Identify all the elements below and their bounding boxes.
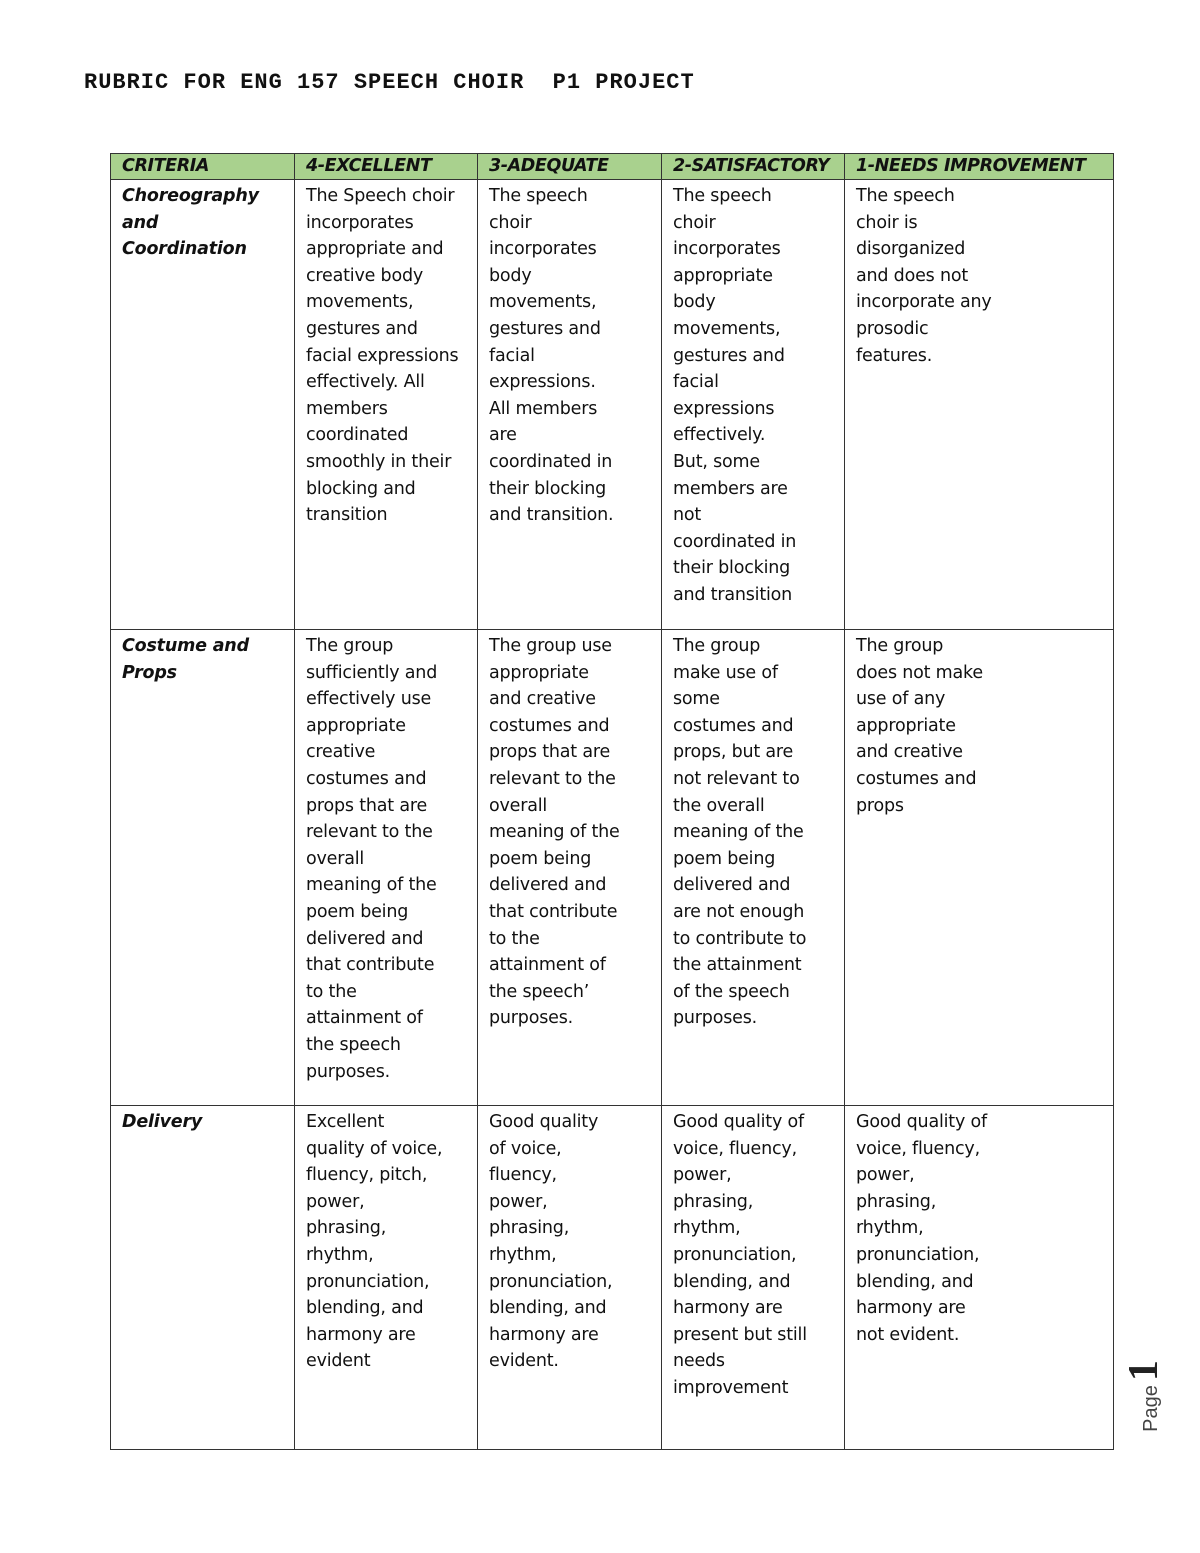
excellent-cell: The Speech choir incorporates appropriate and creative body movements, gestures and facial expressions effectively. All members coordinated smoothly in their blocking and transition: [295, 180, 478, 630]
column-header-excellent: 4-EXCELLENT: [295, 154, 478, 180]
criteria-cell: Delivery: [111, 1106, 295, 1450]
rubric-table: [110, 153, 1114, 1450]
table-row: [111, 630, 1114, 1106]
satisfactory-cell: The group make use of some costumes and props, but are not relevant to the overall meaning of the poem being delivered and are not enough to contribute to the attainment of the speech purposes.: [662, 630, 845, 1106]
column-header-needs-improvement: 1-NEEDS IMPROVEMENT: [845, 154, 1114, 180]
needs-improvement-cell: The speech choir is disorganized and does not incorporate any prosodic features.: [845, 180, 1114, 630]
table-header-row: [111, 154, 1114, 180]
adequate-cell: The group use appropriate and creative costumes and props that are relevant to the overall meaning of the poem being delivered and that contribute to the attainment of the speech’ purposes.: [478, 630, 662, 1106]
column-header-adequate: 3-ADEQUATE: [478, 154, 662, 180]
criteria-cell: Choreography and Coordination: [111, 180, 295, 630]
adequate-cell: Good quality of voice, fluency, power, phrasing, rhythm, pronunciation, blending, and harmony are evident.: [478, 1106, 662, 1450]
table-row: [111, 1106, 1114, 1450]
page-number-marker: [1121, 1354, 1167, 1438]
document-title: RUBRIC FOR ENG 157 SPEECH CHOIR P1 PROJECT: [84, 70, 695, 95]
column-header-satisfactory: 2-SATISFACTORY: [662, 154, 845, 180]
criteria-cell: Costume and Props: [111, 630, 295, 1106]
needs-improvement-cell: The group does not make use of any appropriate and creative costumes and props: [845, 630, 1114, 1106]
page-label: Page: [1140, 1385, 1162, 1432]
adequate-cell: The speech choir incorporates body movements, gestures and facial expressions. All members are coordinated in their blocking and transition.: [478, 180, 662, 630]
excellent-cell: Excellent quality of voice, fluency, pitch, power, phrasing, rhythm, pronunciation, blending, and harmony are evident: [295, 1106, 478, 1450]
needs-improvement-cell: Good quality of voice, fluency, power, phrasing, rhythm, pronunciation, blending, and harmony are not evident.: [845, 1106, 1114, 1450]
excellent-cell: The group sufficiently and effectively use appropriate creative costumes and props that are relevant to the overall meaning of the poem being delivered and that contribute to the attainment of the speech purposes.: [295, 630, 478, 1106]
column-header-criteria: CRITERIA: [111, 154, 295, 180]
table-row: [111, 180, 1114, 630]
satisfactory-cell: Good quality of voice, fluency, power, phrasing, rhythm, pronunciation, blending, and harmony are present but still needs improvement: [662, 1106, 845, 1450]
page-number: 1: [1121, 1360, 1167, 1382]
satisfactory-cell: The speech choir incorporates appropriate body movements, gestures and facial expressions effectively. But, some members are not coordinated in their blocking and transition: [662, 180, 845, 630]
